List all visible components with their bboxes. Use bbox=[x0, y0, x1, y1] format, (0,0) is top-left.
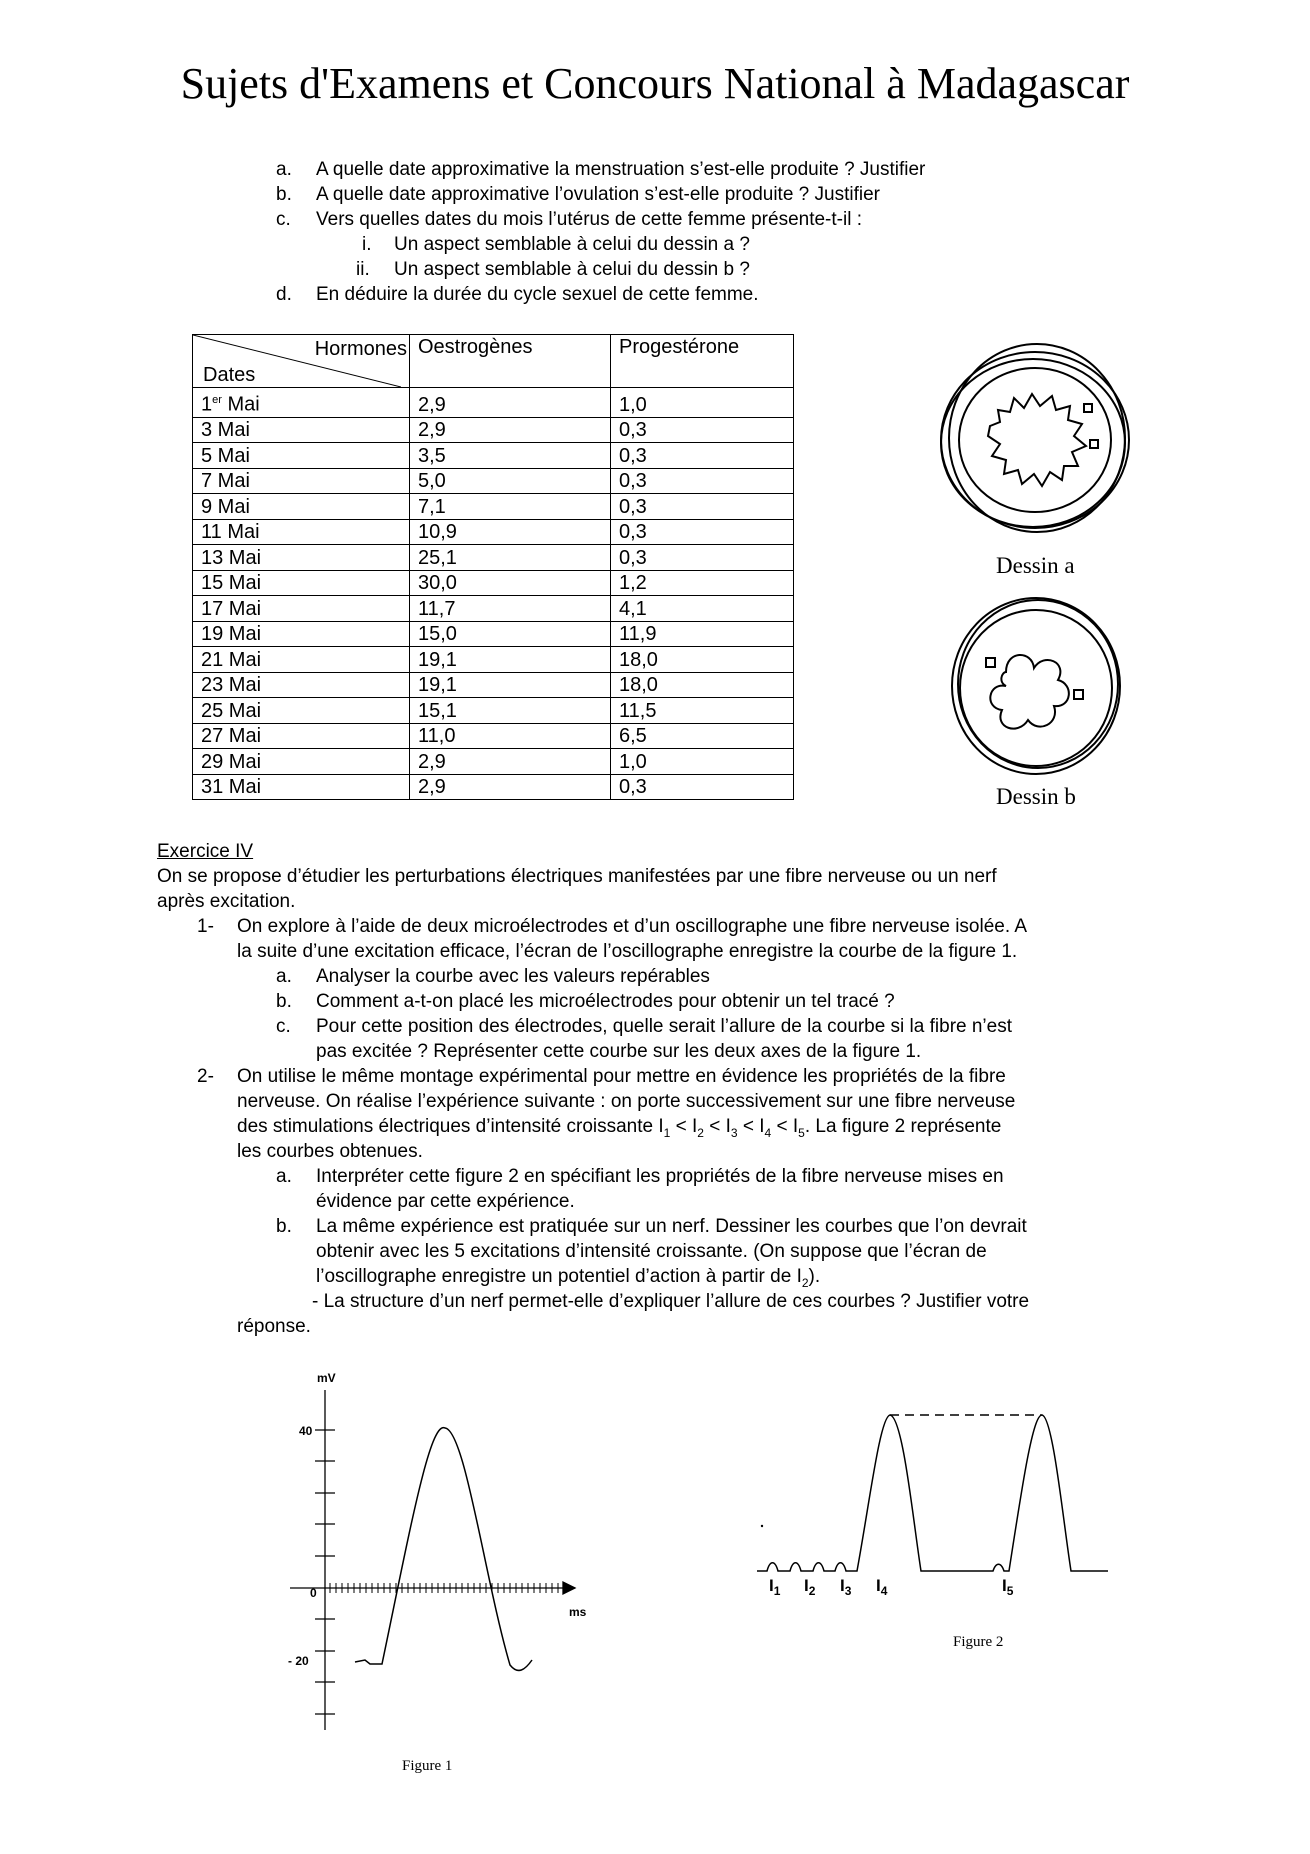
progesterone-cell: 0,3 bbox=[611, 468, 794, 494]
date-cell: 7 Mai bbox=[193, 468, 410, 494]
oestrogen-cell: 3,5 bbox=[410, 443, 611, 469]
table-row bbox=[193, 621, 794, 647]
progesterone-cell: 18,0 bbox=[611, 647, 794, 673]
oestrogen-cell: 25,1 bbox=[410, 545, 611, 571]
question-b: b. A quelle date approximative l’ovulation s’est-elle produite ? Justifier bbox=[276, 184, 880, 205]
oestrogen-cell: 11,0 bbox=[410, 723, 611, 749]
q1c-line2: pas excitée ? Représenter cette courbe sur les deux axes de la figure 1. bbox=[316, 1041, 922, 1062]
figure2-graph bbox=[755, 1400, 1125, 1610]
progesterone-cell: 11,9 bbox=[611, 621, 794, 647]
oestrogen-cell: 7,1 bbox=[410, 494, 611, 520]
question-a: a. A quelle date approximative la menstruation s’est-elle produite ? Justifier bbox=[276, 159, 926, 180]
oestrogen-cell: 5,0 bbox=[410, 468, 611, 494]
hormone-table bbox=[192, 334, 794, 800]
progesterone-cell: 0,3 bbox=[611, 774, 794, 800]
q1b-text: Comment a-t-on placé les microélectrodes pour obtenir un tel tracé ? bbox=[316, 991, 895, 1012]
q2b-line5: réponse. bbox=[237, 1316, 311, 1337]
date-cell: 19 Mai bbox=[193, 621, 410, 647]
q2b-line2: obtenir avec les 5 excitations d’intensité croissante. (On suppose que l’écran de bbox=[316, 1241, 987, 1262]
table-row bbox=[193, 443, 794, 469]
q2-line3: des stimulations électriques d’intensité croissante $I_1 < I_2 < I_3 < I_4 < I_5$. La figure 2 représente bbox=[237, 1116, 1002, 1140]
table-row bbox=[193, 570, 794, 596]
q2b-line4: - La structure d’un nerf permet-elle d’expliquer l’allure de ces courbes ? Justifier votre bbox=[312, 1291, 1030, 1312]
oestrogen-cell: 10,9 bbox=[410, 519, 611, 545]
figure1-x-unit: ms bbox=[569, 1605, 587, 1619]
q2b-marker: b. bbox=[276, 1216, 292, 1237]
oestrogen-cell: 19,1 bbox=[410, 647, 611, 673]
corner-dates-label: Dates bbox=[203, 364, 256, 386]
progesterone-cell: 4,1 bbox=[611, 596, 794, 622]
oestrogen-cell: 2,9 bbox=[410, 774, 611, 800]
oestrogen-cell: 15,1 bbox=[410, 698, 611, 724]
date-cell: 5 Mai bbox=[193, 443, 410, 469]
progesterone-cell: 0,3 bbox=[611, 519, 794, 545]
q2a-line2: évidence par cette expérience. bbox=[316, 1191, 575, 1212]
date-cell: 1er Mai bbox=[193, 388, 410, 418]
q2-line2: nerveuse. On réalise l’expérience suivante : on porte successivement sur une fibre nerveuse bbox=[237, 1091, 1016, 1112]
progesterone-cell: 6,5 bbox=[611, 723, 794, 749]
date-cell: 25 Mai bbox=[193, 698, 410, 724]
question-c: c. Vers quelles dates du mois l’utérus de cette femme présente-t-il : bbox=[276, 209, 862, 230]
q1-line1: On explore à l’aide de deux microélectrodes et d’un oscillographe une fibre nerveuse isolée. A bbox=[237, 916, 1028, 937]
q2-line1: On utilise le même montage expérimental pour mettre en évidence les propriétés de la fibre bbox=[237, 1066, 1006, 1087]
column-header-progesterone: Progestérone bbox=[611, 335, 794, 388]
question-c-i: i. Un aspect semblable à celui du dessin a ? bbox=[362, 234, 750, 255]
figure1-tick-40: 40 bbox=[299, 1424, 313, 1438]
stim-label-i1: $I_1$ bbox=[769, 1576, 781, 1598]
dessin-a-label: Dessin a bbox=[996, 553, 1075, 578]
table-row bbox=[193, 417, 794, 443]
oestrogen-cell: 15,0 bbox=[410, 621, 611, 647]
date-cell: 9 Mai bbox=[193, 494, 410, 520]
q2b-line3: l’oscillographe enregistre un potentiel d’action à partir de $I_2$). bbox=[316, 1266, 821, 1290]
question-d: d. En déduire la durée du cycle sexuel de cette femme. bbox=[276, 284, 759, 305]
date-cell: 21 Mai bbox=[193, 647, 410, 673]
question-c-ii: ii. Un aspect semblable à celui du dessin b ? bbox=[356, 259, 750, 280]
table-row bbox=[193, 698, 794, 724]
dessin-b-label: Dessin b bbox=[996, 784, 1076, 809]
q1a-marker: a. bbox=[276, 966, 292, 987]
figure2-caption: Figure 2 bbox=[953, 1634, 1004, 1650]
figure1-action-potential-curve bbox=[355, 1428, 532, 1671]
table-row bbox=[193, 723, 794, 749]
oestrogen-cell: 30,0 bbox=[410, 570, 611, 596]
oestrogen-cell: 2,9 bbox=[410, 388, 611, 418]
exercice-title: Exercice IV bbox=[157, 841, 254, 862]
figure1-graph bbox=[270, 1360, 610, 1740]
table-row bbox=[193, 596, 794, 622]
table-row bbox=[193, 468, 794, 494]
oestrogen-cell: 2,9 bbox=[410, 749, 611, 775]
date-cell: 11 Mai bbox=[193, 519, 410, 545]
stim-label-i3: $I_3$ bbox=[840, 1576, 852, 1598]
progesterone-cell: 0,3 bbox=[611, 417, 794, 443]
q1-line2: la suite d’une excitation efficace, l’écran de l’oscillographe enregistre la courbe de la figure 1. bbox=[237, 941, 1018, 962]
q2-marker: 2- bbox=[197, 1066, 214, 1087]
table-row bbox=[193, 519, 794, 545]
figure2-dot bbox=[761, 1525, 763, 1527]
table-row bbox=[193, 749, 794, 775]
table-row bbox=[193, 494, 794, 520]
exercice-intro-line1: On se propose d’étudier les perturbations électriques manifestées par une fibre nerveuse ou un nerf bbox=[157, 866, 997, 887]
date-cell: 3 Mai bbox=[193, 417, 410, 443]
table-header-row bbox=[193, 335, 794, 388]
dessin-b-drawing bbox=[946, 592, 1126, 778]
progesterone-cell: 0,3 bbox=[611, 494, 794, 520]
date-cell: 29 Mai bbox=[193, 749, 410, 775]
progesterone-cell: 1,0 bbox=[611, 749, 794, 775]
figure1-tick-minus20: - 20 bbox=[288, 1654, 309, 1668]
corner-hormones-label: Hormones bbox=[314, 338, 407, 360]
q1c-marker: c. bbox=[276, 1016, 291, 1037]
progesterone-cell: 11,5 bbox=[611, 698, 794, 724]
figure1-caption: Figure 1 bbox=[402, 1758, 453, 1774]
progesterone-cell: 0,3 bbox=[611, 443, 794, 469]
date-cell: 27 Mai bbox=[193, 723, 410, 749]
table-corner-cell bbox=[193, 335, 410, 388]
exercice-intro-line2: après excitation. bbox=[157, 891, 296, 912]
figure1-y-unit: mV bbox=[317, 1371, 336, 1385]
q2b-line1: La même expérience est pratiquée sur un nerf. Dessiner les courbes que l’on devrait bbox=[316, 1216, 1027, 1237]
figure1-x-arrow bbox=[563, 1582, 575, 1594]
dessin-a-drawing bbox=[930, 336, 1140, 546]
q1b-marker: b. bbox=[276, 991, 292, 1012]
q2a-marker: a. bbox=[276, 1166, 292, 1187]
figure1-tick-0: 0 bbox=[310, 1586, 317, 1600]
table-row bbox=[193, 388, 794, 418]
figure2-curve bbox=[757, 1415, 1108, 1571]
date-cell: 13 Mai bbox=[193, 545, 410, 571]
stim-label-i4: $I_4$ bbox=[876, 1576, 888, 1598]
date-cell: 17 Mai bbox=[193, 596, 410, 622]
oestrogen-cell: 19,1 bbox=[410, 672, 611, 698]
table-row bbox=[193, 774, 794, 800]
table-row bbox=[193, 545, 794, 571]
page-header: Sujets d'Examens et Concours National à Madagascar bbox=[180, 59, 1130, 108]
q1c-line1: Pour cette position des électrodes, quelle serait l’allure de la courbe si la fibre n’est bbox=[316, 1016, 1012, 1037]
figure2-stim-labels bbox=[769, 1576, 1014, 1598]
q2a-line1: Interpréter cette figure 2 en spécifiant les propriétés de la fibre nerveuse mises en bbox=[316, 1166, 1004, 1187]
table-row bbox=[193, 647, 794, 673]
q1-marker: 1- bbox=[197, 916, 214, 937]
table-row bbox=[193, 672, 794, 698]
stim-label-i5: $I_5$ bbox=[1002, 1576, 1014, 1598]
date-cell: 23 Mai bbox=[193, 672, 410, 698]
progesterone-cell: 18,0 bbox=[611, 672, 794, 698]
q2-line4: les courbes obtenues. bbox=[237, 1141, 423, 1162]
date-cell: 15 Mai bbox=[193, 570, 410, 596]
column-header-oestrogenes: Oestrogènes bbox=[410, 335, 611, 388]
oestrogen-cell: 2,9 bbox=[410, 417, 611, 443]
progesterone-cell: 1,2 bbox=[611, 570, 794, 596]
oestrogen-cell: 11,7 bbox=[410, 596, 611, 622]
stim-label-i2: $I_2$ bbox=[804, 1576, 816, 1598]
progesterone-cell: 1,0 bbox=[611, 388, 794, 418]
date-cell: 31 Mai bbox=[193, 774, 410, 800]
progesterone-cell: 0,3 bbox=[611, 545, 794, 571]
q1a-text: Analyser la courbe avec les valeurs repérables bbox=[316, 966, 710, 987]
